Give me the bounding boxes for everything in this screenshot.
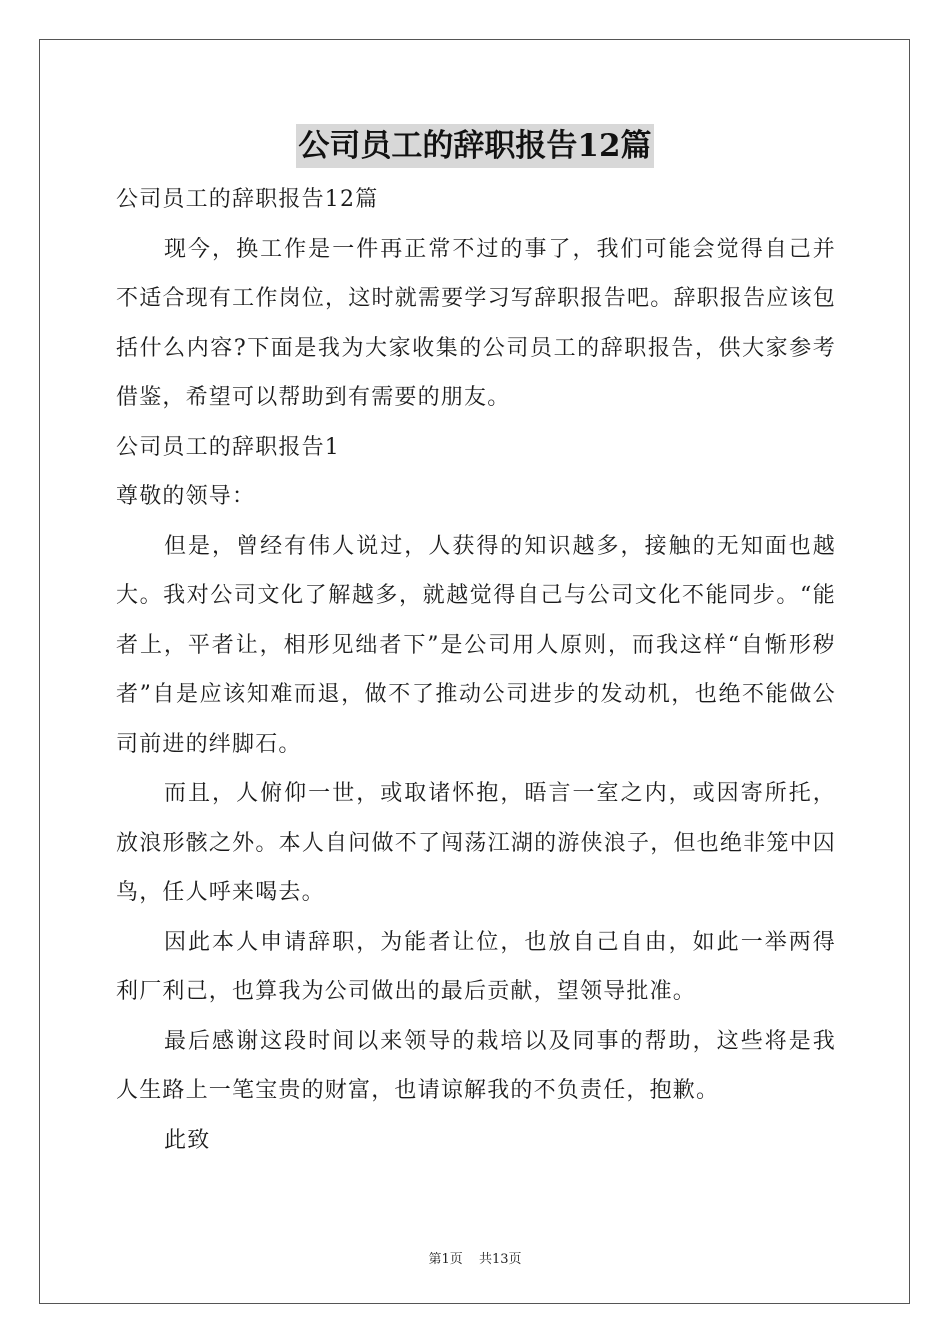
page-footer bbox=[0, 1248, 950, 1267]
title-container bbox=[0, 124, 950, 168]
body-paragraph: 但是，曾经有伟人说过，人获得的知识越多，接触的无知面也越大。我对公司文化了解越多，就越觉得自己与公司文化不能同步。“能者上，平者让，相形见绌者下”是公司用人原则，而我这样“自惭形秽者”自是应该知难而退，做不了推动公司进步的发动机，也绝不能做公司前进的绊脚石。 bbox=[116, 533, 836, 757]
document-title: 公司员工的辞职报告12篇 bbox=[296, 124, 653, 168]
body-paragraph: 而且，人俯仰一世，或取诸怀抱，晤言一室之内，或因寄所托，放浪形骸之外。本人自问做不了闯荡江湖的游侠浪子，但也绝非笼中囚鸟，任人呼来喝去。 bbox=[116, 781, 836, 905]
page-total: 共13页 bbox=[478, 1252, 522, 1267]
document-body bbox=[116, 175, 836, 1165]
closing-line: 此致 bbox=[164, 1127, 211, 1153]
body-paragraph: 最后感谢这段时间以来领导的栽培以及同事的帮助，这些将是我人生路上一笔宝贵的财富，也请谅解我的不负责任，抱歉。 bbox=[116, 1028, 836, 1103]
salutation: 尊敬的领导： bbox=[116, 484, 256, 509]
page-number: 第1页 bbox=[428, 1252, 463, 1267]
section-heading: 公司员工的辞职报告1 bbox=[116, 434, 340, 460]
subtitle-line: 公司员工的辞职报告12篇 bbox=[116, 187, 379, 212]
intro-paragraph: 现今，换工作是一件再正常不过的事了，我们可能会觉得自己并不适合现有工作岗位，这时就需要学习写辞职报告吧。辞职报告应该包括什么内容?下面是我为大家收集的公司员工的辞职报告，供大家参考借鉴，希望可以帮助到有需要的朋友。 bbox=[116, 236, 836, 410]
body-paragraph: 因此本人申请辞职，为能者让位，也放自己自由，如此一举两得利厂利己，也算我为公司做出的最后贡献，望领导批准。 bbox=[116, 929, 836, 1004]
